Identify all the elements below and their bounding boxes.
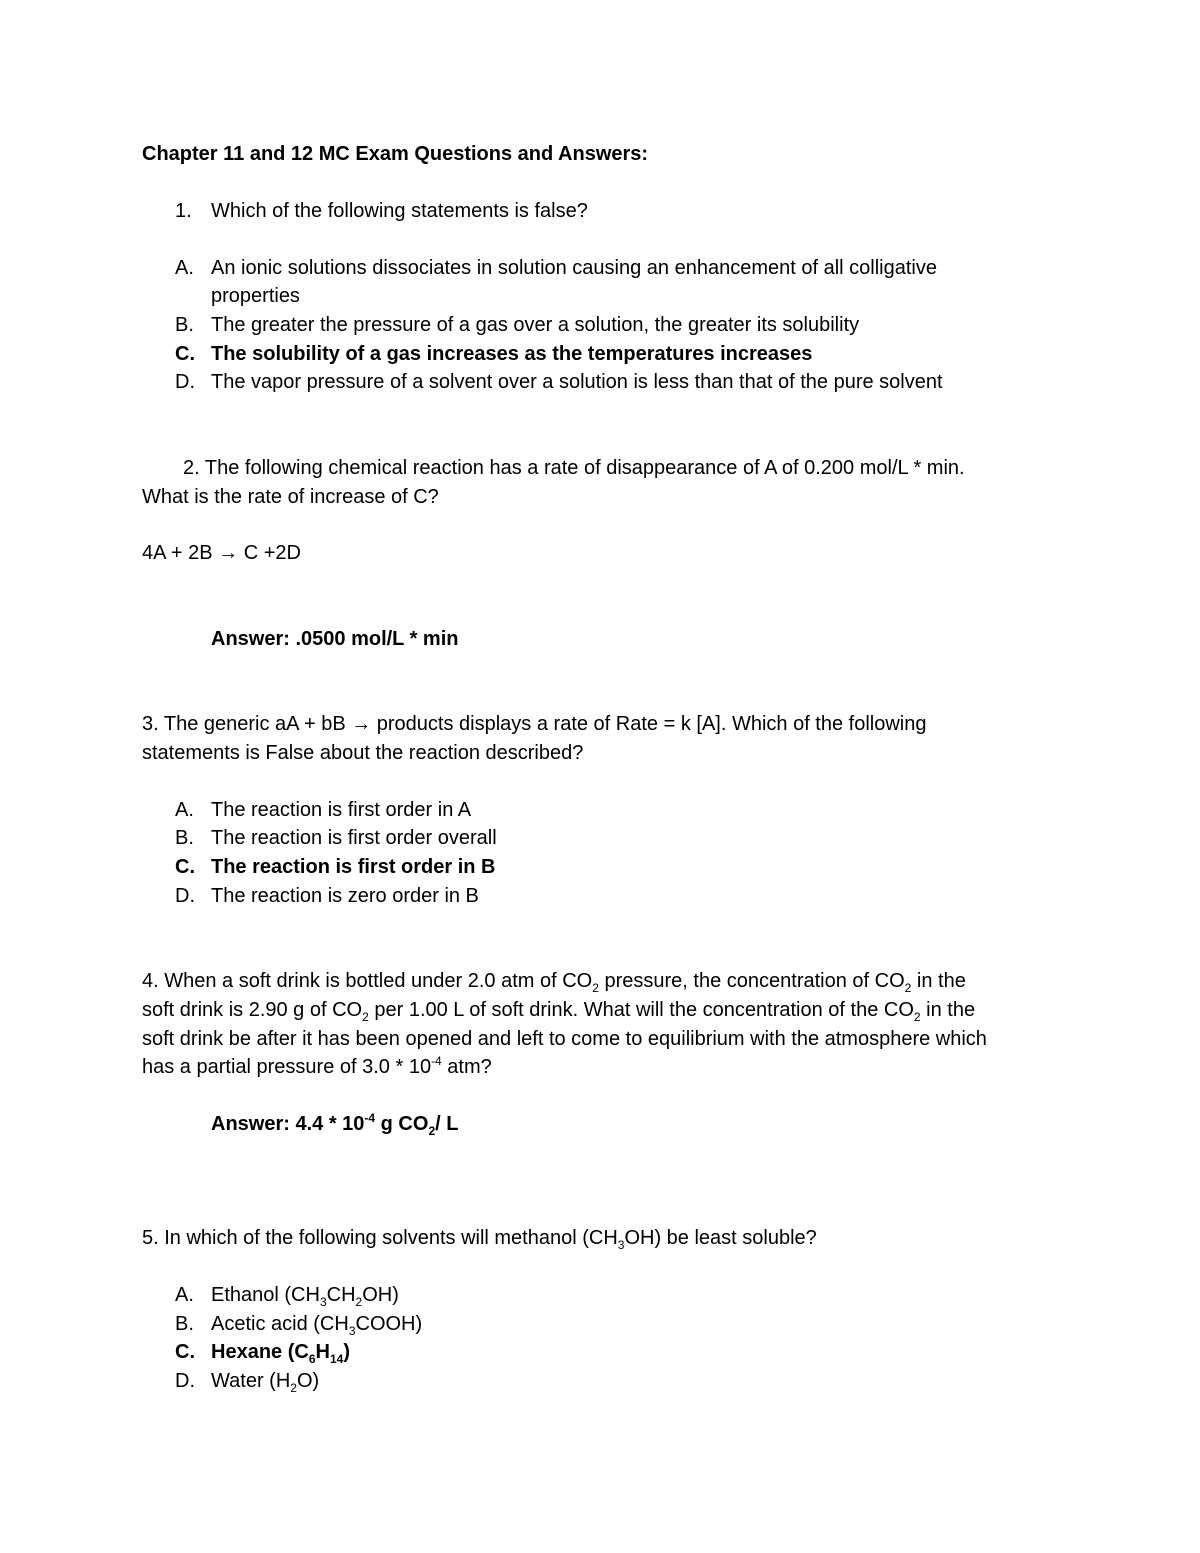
- q4-line1-sub-2: 2: [904, 981, 912, 995]
- q4-line1: [142, 967, 966, 995]
- q5-option-b-sub-1: 3: [348, 1324, 356, 1338]
- q2-line2: What is the rate of increase of C?: [142, 486, 439, 508]
- q4-answer-part-b: g CO: [375, 1113, 429, 1135]
- q1-option-c-letter: C.: [175, 343, 195, 365]
- q3-option-d-text: The reaction is zero order in B: [211, 885, 479, 907]
- q5-option-a-part-2: CH: [326, 1284, 356, 1306]
- q5-option-c-part-1: Hexane (C: [211, 1341, 309, 1363]
- q4-line1-part-a: 4. When a soft drink is bottled under 2.0 atm of CO: [142, 970, 593, 992]
- q5-option-d-letter: D.: [175, 1370, 195, 1392]
- q5-option-c-text: [211, 1338, 350, 1366]
- q5-option-d-text: [211, 1367, 319, 1395]
- q4-line4-part-b: atm?: [441, 1056, 492, 1078]
- q2-equation: 4A + 2B → C +2D: [142, 542, 301, 564]
- q1-option-d-text: The vapor pressure of a solvent over a solution is less than that of the pure solvent: [211, 371, 943, 393]
- q1-option-a-text: An ionic solutions dissociates in solution causing an enhancement of all colligative: [211, 257, 937, 279]
- q3-option-c-text: The reaction is first order in B: [211, 856, 496, 878]
- q1-option-c-text: The solubility of a gas increases as the temperatures increases: [211, 343, 813, 365]
- q4-line2: [142, 996, 975, 1024]
- q1-option-d-letter: D.: [175, 371, 195, 393]
- q1-text: Which of the following statements is false?: [211, 200, 588, 222]
- q4-answer-sub: 2: [428, 1124, 436, 1138]
- q5-option-b-text: [211, 1310, 422, 1338]
- q4-line4: [142, 1053, 492, 1081]
- q4-answer-exponent: -4: [364, 1111, 376, 1125]
- q3-option-a-text: The reaction is first order in A: [211, 799, 472, 821]
- q4-line1-part-c: in the: [911, 970, 966, 992]
- q1-option-a-text-cont: properties: [211, 285, 300, 307]
- q2-answer: Answer: .0500 mol/L * min: [211, 628, 459, 650]
- q3-option-c-letter: C.: [175, 856, 195, 878]
- q4-line2-part-b: per 1.00 L of soft drink. What will the concentration of the CO: [368, 999, 914, 1021]
- q5-line1-part-b: OH) be least soluble?: [624, 1227, 817, 1249]
- page-title: Chapter 11 and 12 MC Exam Questions and Answers:: [142, 143, 649, 165]
- q5-option-a-text: [211, 1281, 399, 1309]
- q5-option-b-letter: B.: [175, 1313, 194, 1335]
- q5-option-d-part-1: Water (H: [211, 1370, 291, 1392]
- q4-line2-sub-1: 2: [362, 1010, 369, 1024]
- q5-option-c-sub-1: 6: [308, 1352, 316, 1366]
- q2-line1: 2. The following chemical reaction has a rate of disappearance of A of 0.200 mol/L * min.: [183, 457, 965, 479]
- q3-option-b-letter: B.: [175, 827, 194, 849]
- q4-answer-part-c: / L: [435, 1113, 459, 1135]
- q3-option-b-text: The reaction is first order overall: [211, 827, 497, 849]
- q4-line1-part-b: pressure, the concentration of CO: [598, 970, 905, 992]
- q5-option-c-letter: C.: [175, 1341, 195, 1363]
- q5-option-b-part-1: Acetic acid (CH: [211, 1313, 349, 1335]
- q1-option-b-text: The greater the pressure of a gas over a solution, the greater its solubility: [211, 314, 860, 336]
- q5-option-d-sub-1: 2: [290, 1381, 297, 1395]
- q4-line4-part-a: has a partial pressure of 3.0 * 10: [142, 1056, 432, 1078]
- q4-answer: [211, 1110, 458, 1138]
- q3-option-d-letter: D.: [175, 885, 195, 907]
- q4-line2-part-c: in the: [920, 999, 976, 1021]
- q5-option-a-letter: A.: [175, 1284, 194, 1306]
- q5-option-c-part-2: H: [315, 1341, 330, 1363]
- q3-option-a-letter: A.: [175, 799, 194, 821]
- q4-answer-part-a: Answer: 4.4 * 10: [211, 1113, 365, 1135]
- q5-line1-part-a: 5. In which of the following solvents will methanol (CH: [142, 1227, 618, 1249]
- q5-option-d-part-2: O): [296, 1370, 320, 1392]
- q5-option-a-sub-2: 2: [355, 1295, 363, 1309]
- q5-option-c-sub-2: 14: [329, 1352, 344, 1366]
- q3-line2: statements is False about the reaction described?: [142, 742, 584, 764]
- q1-option-b-letter: B.: [175, 314, 194, 336]
- q4-line4-exponent: -4: [431, 1054, 442, 1068]
- q4-line2-part-a: soft drink is 2.90 g of CO: [142, 999, 363, 1021]
- q5-option-b-part-2: COOH): [355, 1313, 423, 1335]
- q4-line2-sub-2: 2: [913, 1010, 921, 1024]
- q4-line3: soft drink be after it has been opened and left to come to equilibrium with the atmosphere which: [142, 1028, 987, 1050]
- q5-option-a-part-1: Ethanol (CH: [211, 1284, 320, 1306]
- q5-line1-sub: 3: [617, 1238, 625, 1252]
- q1-option-a-letter: A.: [175, 257, 194, 279]
- q4-line1-sub-1: 2: [592, 981, 599, 995]
- q5-option-c-part-3: ): [343, 1341, 350, 1363]
- q5-option-a-part-3: OH): [362, 1284, 399, 1306]
- q5-line1: [142, 1224, 817, 1252]
- q3-line1: 3. The generic aA + bB → products displays a rate of Rate = k [A]. Which of the following: [142, 713, 927, 735]
- q5-option-a-sub-1: 3: [319, 1295, 327, 1309]
- q1-number: 1.: [175, 200, 192, 222]
